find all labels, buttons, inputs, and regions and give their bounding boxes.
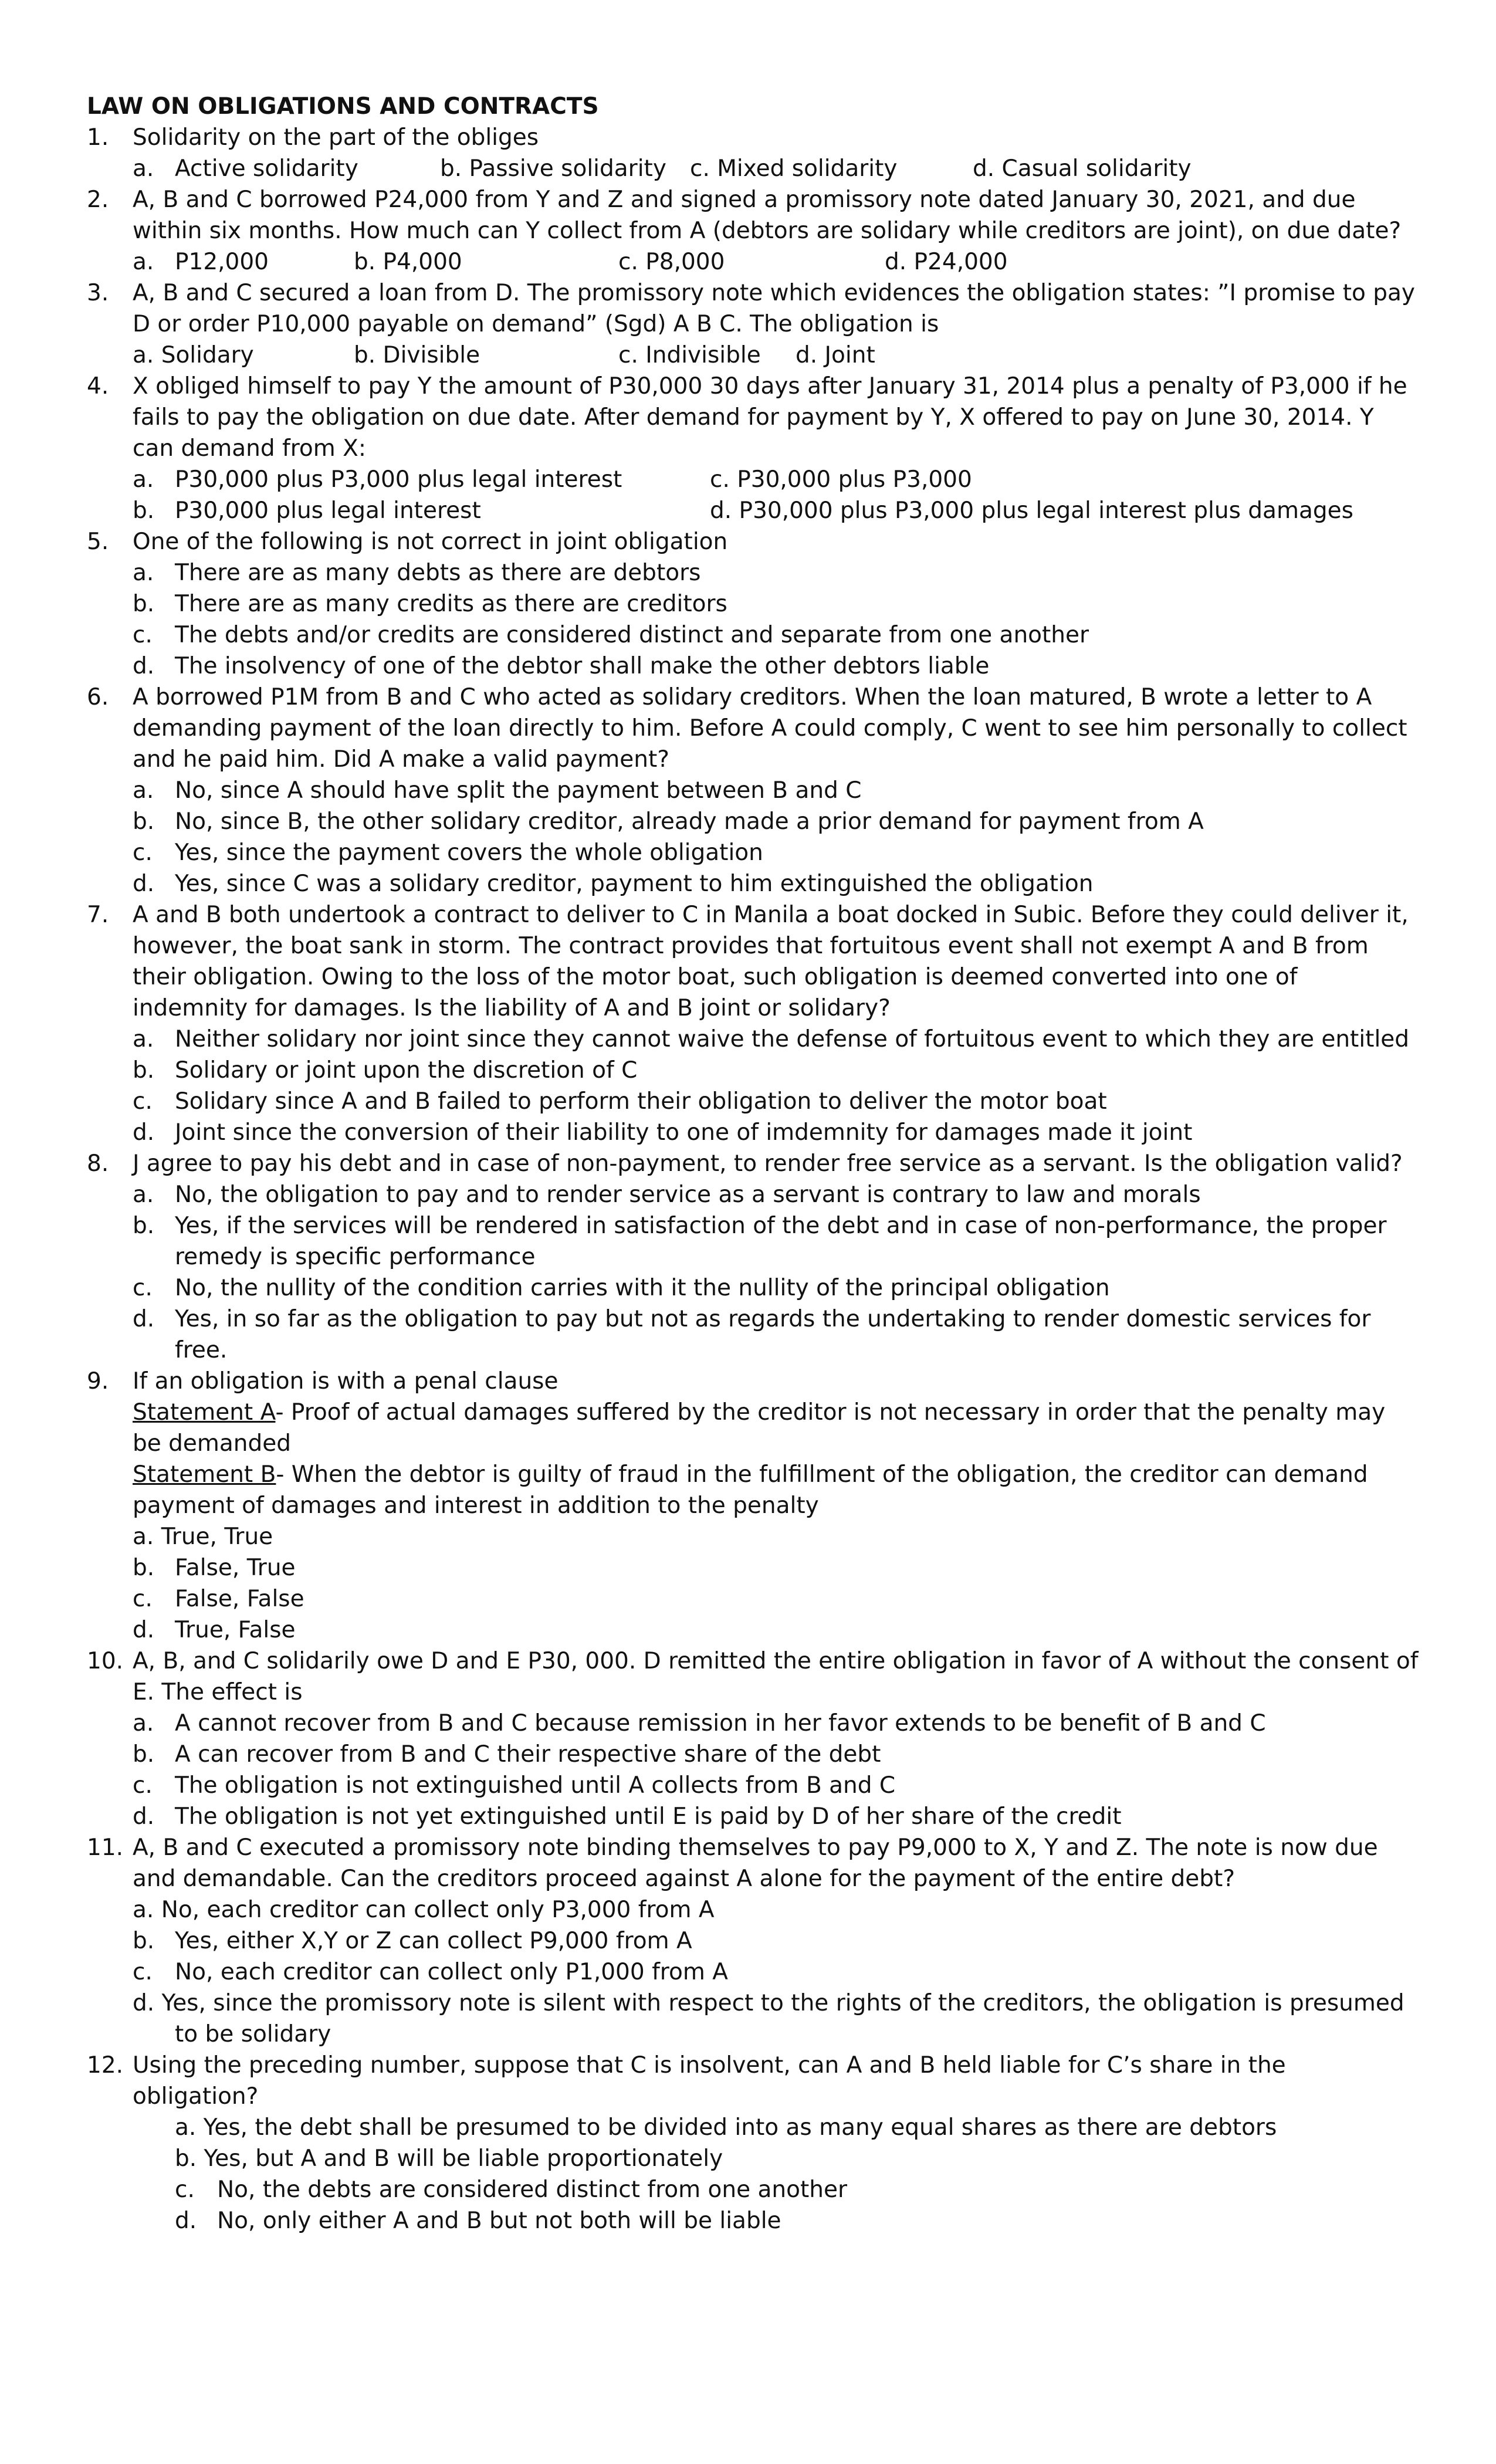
option-c (87, 1086, 1419, 1117)
option-a: a. No, each creditor can collect only P3,000 from A (133, 1897, 715, 1923)
question-text: A, B and C secured a loan from D. The promissory note which evidences the obligation states: ”I promise to pay D or order P10,000 payable on demand” (Sgd) A B C. The obligation is (133, 280, 1415, 337)
option-letter: a. (133, 466, 154, 493)
option-letter: b. (133, 1213, 155, 1239)
option-d (87, 1615, 1419, 1646)
question-7 (87, 899, 1419, 1024)
option-text: Neither solidary nor joint since they cannot waive the defense of fortuitous event to which they are entitled (175, 1026, 1410, 1052)
option-b (87, 1055, 1419, 1086)
option-letter: a. (133, 1710, 154, 1737)
question-text: A, B, and C solidarily owe D and E P30, 000. D remitted the entire obligation in favor of A without the consent of E. The effect is (133, 1648, 1419, 1705)
question-text: Using the preceding number, suppose that C is insolvent, can A and B held liable for C’s share in the obligation? (133, 2052, 1286, 2110)
option-text: Yes, since C was a solidary creditor, payment to him extinguished the obligation (175, 871, 1094, 897)
option-c: c. P8,000 (618, 249, 725, 275)
option-letter: c. (133, 1088, 153, 1115)
question-number: 12. (87, 2052, 124, 2079)
option-c: c. Indivisible (618, 342, 761, 368)
question-number: 11. (87, 1835, 124, 1861)
option-a (87, 775, 1419, 806)
statement-a (87, 1397, 1419, 1459)
option-text: Yes, since the payment covers the whole obligation (175, 840, 763, 866)
question-text: Solidarity on the part of the obliges (133, 124, 539, 151)
option-letter: b. (133, 1741, 155, 1768)
option-d (87, 651, 1419, 682)
question-number: 1. (87, 124, 109, 151)
option-d: d. P24,000 (885, 249, 1008, 275)
option-text: False, True (175, 1555, 296, 1581)
option-c (87, 1770, 1419, 1801)
option-letter: c. (133, 1586, 153, 1612)
option-d: d. Yes, since the promissory note is silent with respect to the rights of the creditors, the obligation is presumed to be solidary (133, 1990, 1404, 2047)
option-letter: d. (175, 2208, 197, 2234)
question-10 (87, 1646, 1419, 1708)
option-b (87, 1739, 1419, 1770)
option-text: False, False (175, 1586, 304, 1612)
statement-b-text: - When the debtor is guilty of fraud in the fulfillment of the obligation, the creditor can demand payment of damages and interest in addition to the penalty (133, 1461, 1368, 1519)
option-letter: c. (133, 840, 153, 866)
option-b: b. Yes, but A and B will be liable proportionately (175, 2145, 723, 2172)
option-text: Yes, in so far as the obligation to pay but not as regards the undertaking to render domestic services for free. (175, 1306, 1371, 1363)
statement-b (87, 1459, 1419, 1521)
option-text: The insolvency of one of the debtor shall make the other debtors liable (175, 653, 990, 679)
question-text: One of the following is not correct in joint obligation (133, 529, 728, 555)
option-b (87, 1925, 1419, 1957)
option-b: P30,000 plus legal interest (175, 497, 481, 524)
statement-a-text: - Proof of actual damages suffered by the creditor is not necessary in order that the penalty may be demanded (133, 1399, 1386, 1457)
option-text: A cannot recover from B and C because remission in her favor extends to be benefit of B and C (175, 1710, 1266, 1737)
option-letter: a. (133, 1026, 154, 1052)
option-text: No, only either A and B but not both will be liable (217, 2208, 781, 2234)
option-d (87, 1117, 1419, 1148)
option-row (87, 495, 1419, 526)
option-letter: d. (133, 653, 155, 679)
option-c: c. Mixed solidarity (690, 155, 898, 182)
option-a (87, 557, 1419, 588)
question-3 (87, 277, 1419, 340)
option-a: Active solidarity (175, 155, 358, 182)
option-text: The debts and/or credits are considered distinct and separate from one another (175, 622, 1089, 648)
option-d (87, 2205, 1419, 2236)
option-row (87, 153, 1419, 184)
question-text: A and B both undertook a contract to deliver to C in Manila a boat docked in Subic. Before they could deliver it, however, the boat sank in storm. The contract provides that fortuitous event shall not exempt A and B from their obligation. Owing to the loss of the motor boat, such obligation is deemed converted into one of indemnity for damages. Is the liability of A and B joint or solidary? (133, 902, 1409, 1021)
question-text: A, B and C executed a promissory note binding themselves to pay P9,000 to X, Y and Z. The note is now due and demandable. Can the creditors proceed against A alone for the payment of the entire debt? (133, 1835, 1378, 1892)
question-12 (87, 2050, 1419, 2112)
option-text: True, False (175, 1617, 296, 1643)
question-9 (87, 1366, 1419, 1397)
option-letter: d. (133, 1803, 155, 1830)
question-11 (87, 1832, 1419, 1894)
option-letter: b. (133, 808, 155, 835)
option-a (87, 1708, 1419, 1739)
option-c: c. P30,000 plus P3,000 (710, 466, 972, 493)
question-number: 6. (87, 684, 109, 710)
option-row (87, 246, 1419, 277)
option-a (87, 1024, 1419, 1055)
option-letter: d. (133, 871, 155, 897)
option-letter: c. (133, 622, 153, 648)
question-number: 2. (87, 187, 109, 213)
option-text: The obligation is not yet extinguished until E is paid by D of her share of the credit (175, 1803, 1122, 1830)
option-a: P12,000 (175, 249, 269, 275)
option-d: d. Casual solidarity (973, 155, 1192, 182)
option-text: No, since A should have split the payment between B and C (175, 777, 862, 804)
question-number: 5. (87, 529, 109, 555)
document-page (87, 91, 1419, 2236)
option-a (87, 1179, 1419, 1210)
option-b (87, 1552, 1419, 1583)
option-letter: a. (133, 155, 154, 182)
option-c (87, 2174, 1419, 2205)
option-text: Yes, if the services will be rendered in satisfaction of the debt and in case of non-performance, the proper remedy is specific performance (175, 1213, 1387, 1270)
option-a: a. True, True (133, 1524, 273, 1550)
question-number: 7. (87, 902, 109, 928)
option-a: a. Yes, the debt shall be presumed to be divided into as many equal shares as there are debtors (175, 2114, 1277, 2141)
option-text: No, the nullity of the condition carries with it the nullity of the principal obligation (175, 1275, 1110, 1301)
option-text: No, each creditor can collect only P1,000 from A (175, 1959, 728, 1985)
option-a: a. Solidary (133, 342, 254, 368)
question-text: A, B and C borrowed P24,000 from Y and Z and signed a promissory note dated January 30, 2021, and due within six months. How much can Y collect from A (debtors are solidary while creditors are joint), on due date? (133, 187, 1402, 244)
option-letter: c. (133, 1275, 153, 1301)
question-number: 8. (87, 1150, 109, 1177)
option-letter: c. (133, 1772, 153, 1799)
option-d: d. Joint (796, 342, 875, 368)
option-b: b. Passive solidarity (440, 155, 666, 182)
statement-b-label: Statement B (133, 1461, 276, 1488)
option-b (87, 806, 1419, 837)
option-text: There are as many debts as there are debtors (175, 560, 701, 586)
option-letter: a. (133, 560, 154, 586)
question-number: 9. (87, 1368, 109, 1395)
option-c (87, 620, 1419, 651)
question-number: 3. (87, 280, 109, 306)
option-c (87, 837, 1419, 868)
option-letter: b. (133, 1057, 155, 1084)
question-2 (87, 184, 1419, 246)
question-text: X obliged himself to pay Y the amount of P30,000 30 days after January 31, 2014 plus a penalty of P3,000 if he fails to pay the obligation on due date. After demand for payment by Y, X offered to pay on June 30, 2014. Y can demand from X: (133, 373, 1407, 462)
option-letter: a. (133, 249, 154, 275)
question-1 (87, 122, 1419, 153)
question-text: A borrowed P1M from B and C who acted as solidary creditors. When the loan matured, B wrote a letter to A demanding payment of the loan directly to him. Before A could comply, C went to see him personally to collect and he paid him. Did A make a valid payment? (133, 684, 1407, 773)
option-text: Solidary since A and B failed to perform their obligation to deliver the motor boat (175, 1088, 1107, 1115)
question-8 (87, 1148, 1419, 1179)
option-text: Joint since the conversion of their liability to one of imdemnity for damages made it joint (175, 1119, 1193, 1146)
option-text: No, since B, the other solidary creditor, already made a prior demand for payment from A (175, 808, 1204, 835)
option-c (87, 1272, 1419, 1304)
option-c (87, 1957, 1419, 1988)
option-letter: b. (133, 1928, 155, 1954)
question-text: If an obligation is with a penal clause (133, 1368, 559, 1395)
option-d: d. P30,000 plus P3,000 plus legal interest plus damages (710, 497, 1353, 524)
option-text: A can recover from B and C their respective share of the debt (175, 1741, 881, 1768)
option-text: There are as many credits as there are creditors (175, 591, 727, 617)
option-text: The obligation is not extinguished until A collects from B and C (175, 1772, 896, 1799)
question-6 (87, 682, 1419, 775)
question-text: J agree to pay his debt and in case of non-payment, to render free service as a servant. Is the obligation valid? (133, 1150, 1403, 1177)
option-c (87, 1583, 1419, 1615)
statement-a-label: Statement A (133, 1399, 276, 1426)
question-5 (87, 526, 1419, 557)
option-letter: c. (175, 2177, 195, 2203)
option-d (87, 868, 1419, 899)
option-b: b. P4,000 (354, 249, 462, 275)
question-4 (87, 371, 1419, 464)
option-text: No, the debts are considered distinct from one another (217, 2177, 847, 2203)
option-letter: c. (133, 1959, 153, 1985)
option-b (87, 588, 1419, 620)
option-d (87, 1304, 1419, 1366)
option-letter: b. (133, 591, 155, 617)
option-row (87, 464, 1419, 495)
option-d (87, 1801, 1419, 1832)
option-letter: a. (133, 777, 154, 804)
question-number: 10. (87, 1648, 124, 1674)
option-row (87, 340, 1419, 371)
option-text: Solidary or joint upon the discretion of C (175, 1057, 638, 1084)
option-letter: b. (133, 1555, 155, 1581)
option-letter: d. (133, 1119, 155, 1146)
option-b (87, 1210, 1419, 1272)
document-title: LAW ON OBLIGATIONS AND CONTRACTS (87, 93, 599, 120)
option-letter: a. (133, 1182, 154, 1208)
option-a: P30,000 plus P3,000 plus legal interest (175, 466, 622, 493)
question-number: 4. (87, 373, 109, 400)
option-letter: b. (133, 497, 155, 524)
option-letter: d. (133, 1617, 155, 1643)
option-b: b. Divisible (354, 342, 480, 368)
option-text: Yes, either X,Y or Z can collect P9,000 from A (175, 1928, 692, 1954)
option-text: No, the obligation to pay and to render service as a servant is contrary to law and morals (175, 1182, 1201, 1208)
option-letter: d. (133, 1306, 155, 1332)
